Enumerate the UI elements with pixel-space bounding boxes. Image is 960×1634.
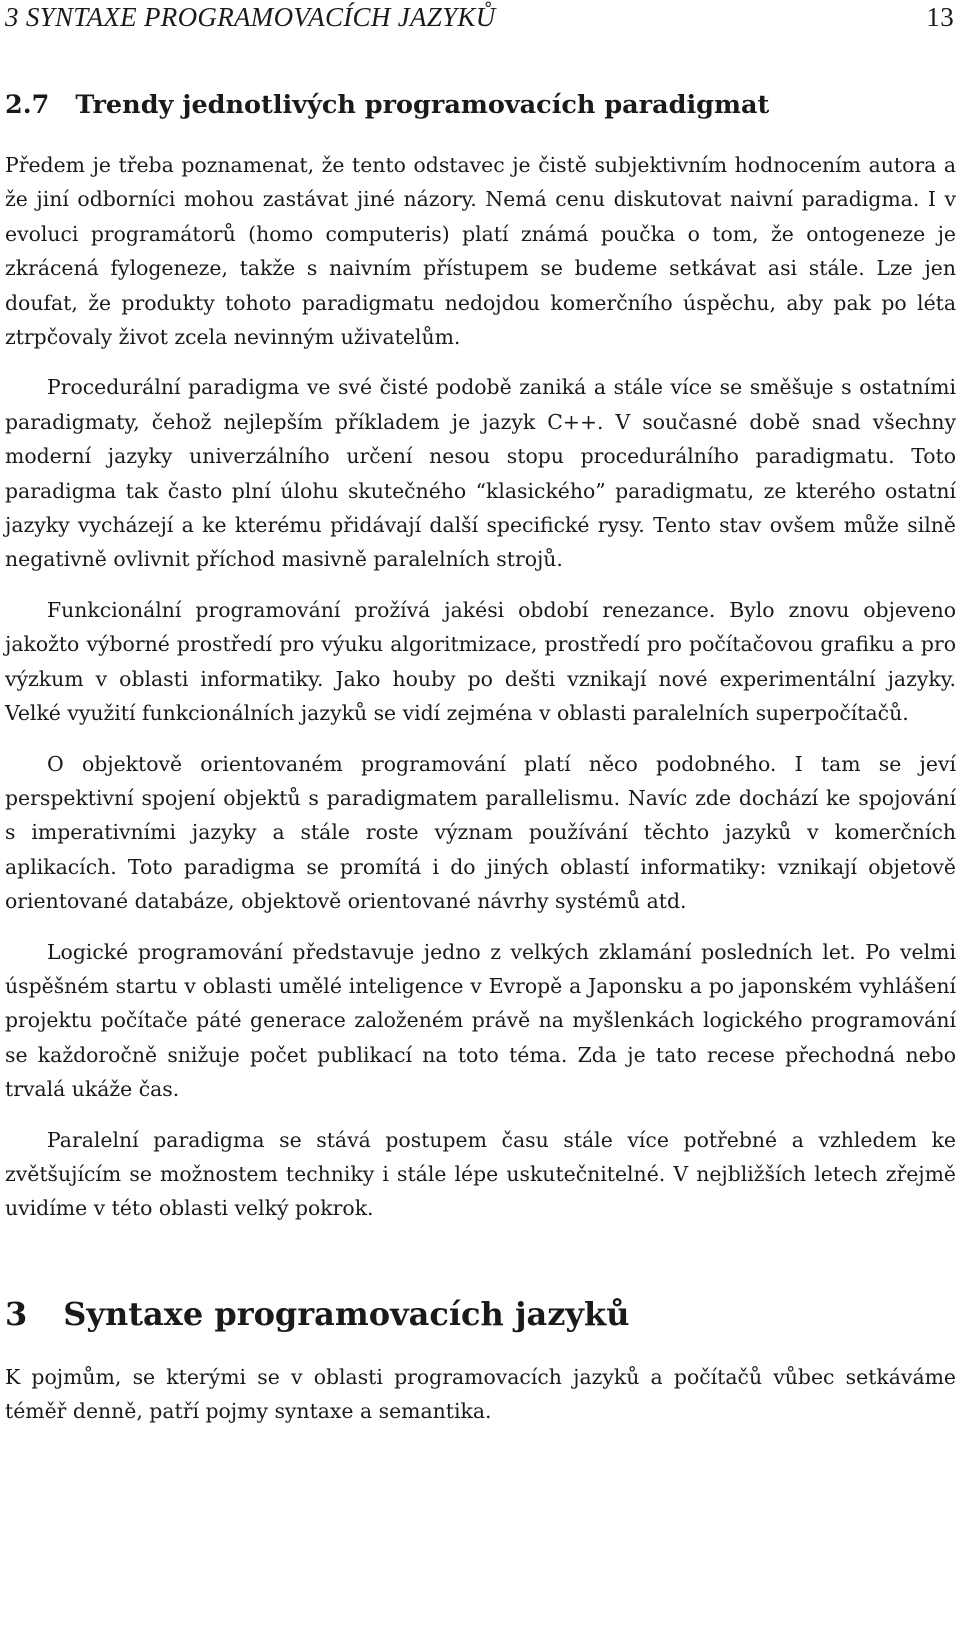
section-number: 2.7 [5, 90, 50, 120]
paragraph-parallel: Paralelní paradigma se stává postupem času stále více potřebné a vzhledem ke zvětšujícím se možnostem techniky i stále lépe uskutečnitelné. V nejbližších letech zřejmě uvidíme v této oblasti velký pokrok. [5, 1127, 956, 1221]
chapter-number: 3 [5, 1294, 28, 1333]
page-number: 13 [926, 2, 954, 32]
chapter-heading [5, 1294, 956, 1356]
paragraph-functional: Funkcionální programování prožívá jakési období renezance. Bylo znovu objeveno jakožto výborné prostředí pro výuku algoritmizace, prostředí pro počítačovou grafiku a pro výzkum v oblasti informatiky. Jako houby po dešti vznikají nové experimentální jazyky. Velké využití funkcionálních jazyků se vidí zejména v oblasti paralelních superpočítačů. [5, 597, 956, 726]
chapter-body [5, 1360, 956, 1429]
running-head-chapter: 3 SYNTAXE PROGRAMOVACÍCH JAZYKŮ [5, 2, 496, 32]
section-title: Trendy jednotlivých programovacích paradigmat [75, 90, 770, 120]
paragraph-procedural: Procedurální paradigma ve své čisté podobě zaniká a stále více se směšuje s ostatními paradigmaty, čehož nejlepším příkladem je jazyk C++. V současné době snad všechny moderní jazyky univerzálního určení nesou stopu procedurálního paradigmatu. Toto paradigma tak často plní úlohu skutečného “klasického” paradigmatu, ze kterého ostatní jazyky vycházejí a ke kterému přidávají další specifické rysy. Tento stav ovšem může silně negativně ovlivnit příchod masivně paralelních strojů. [5, 375, 956, 572]
paragraph-naive: Předem je třeba poznamenat, že tento odstavec je čistě subjektivním hodnocením autora a že jiní odborníci mohou zastávat jiné názory. Nemá cenu diskutovat naivní paradigma. I v evoluci programátorů (homo computeris) platí známá poučka o tom, že ontogeneze je zkrácená fylogeneze, takže s naivním přístupem se budeme setkávat asi stále. Lze jen doufat, že produkty tohoto paradigmatu nedojdou komerčního úspěchu, aby pak po léta ztrpčovaly život zcela nevinným uživatelům. [5, 153, 956, 350]
paragraph-object-oriented: O objektově orientovaném programování platí něco podobného. I tam se jeví perspektivní spojení objektů s paradigmatem parallelismu. Navíc zde dochází ke spojování s imperativními jazyky a stále roste význam používání těchto jazyků v komerčních aplikacích. Toto paradigma se promítá i do jiných oblastí informatiky: vznikají objetově orientované databáze, objektově orientované návrhy systémů atd. [5, 751, 956, 914]
paragraph-logic: Logické programování představuje jedno z velkých zklamání posledních let. Po velmi úspěšném startu v oblasti umělé inteligence v Evropě a Japonsku a po japonském vyhlášení projektu počítače páté generace založeném právě na myšlenkách logického programování se každoročně snižuje počet publikací na toto téma. Zda je tato recese přechodná nebo trvalá ukáže čas. [5, 939, 956, 1102]
section-heading [5, 88, 956, 148]
chapter-title: Syntaxe programovacích jazyků [63, 1294, 630, 1333]
running-head [5, 0, 956, 36]
section-body [5, 148, 956, 1226]
paragraph-chapter-intro: K pojmům, se kterými se v oblasti programovacích jazyků a počítačů vůbec setkáváme téměř denně, patří pojmy syntaxe a semantika. [5, 1364, 956, 1424]
